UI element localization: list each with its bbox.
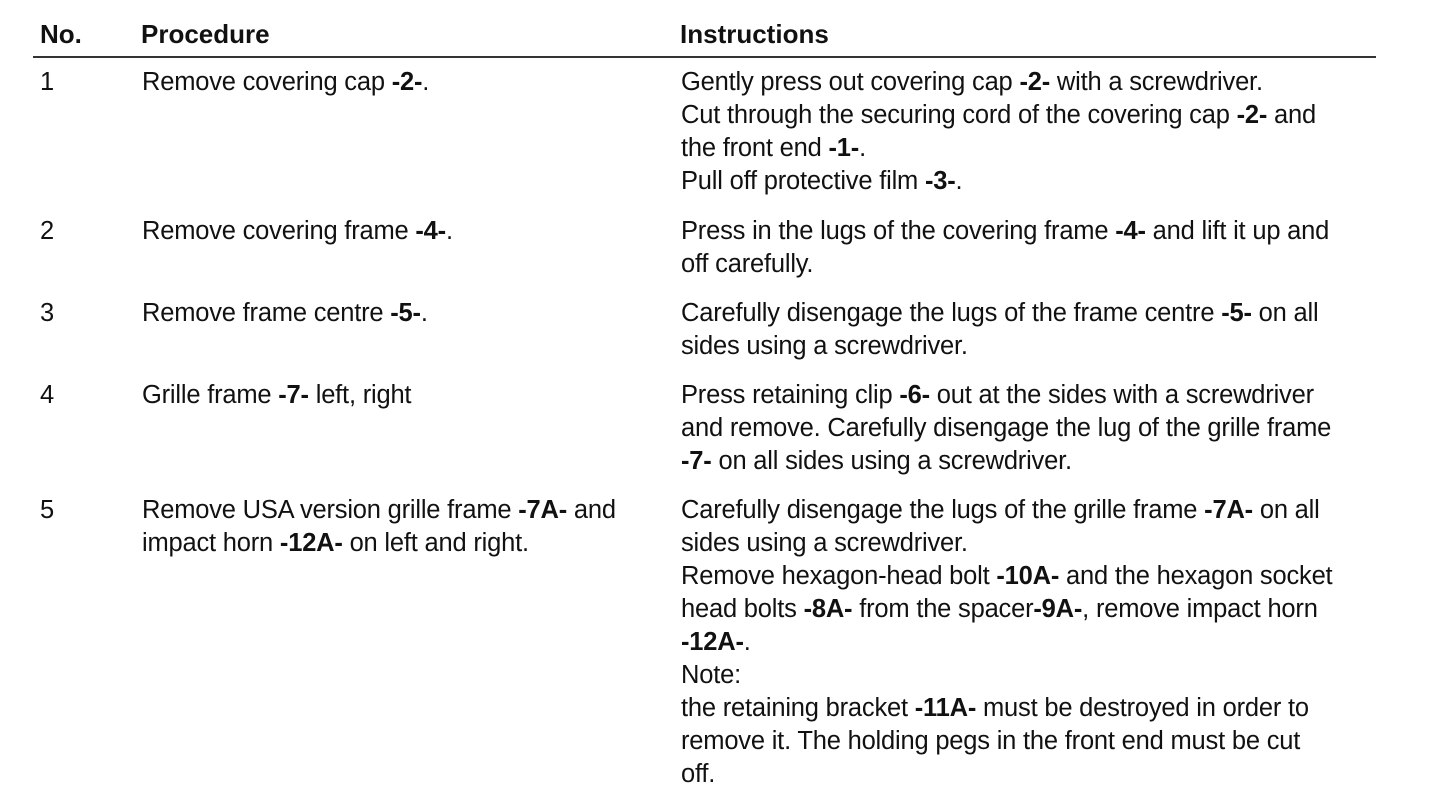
part-reference: -2- (391, 68, 423, 96)
part-reference: -12A- (681, 628, 744, 656)
part-reference: -7A- (518, 496, 568, 524)
text-line (681, 297, 1381, 330)
part-reference: -1- (828, 134, 860, 162)
procedure-text (142, 297, 662, 330)
text-segment: . (445, 217, 453, 245)
text-segment: on left and right. (342, 529, 529, 557)
procedure-text (142, 379, 662, 412)
text-segment: from the spacer (852, 595, 1034, 623)
text-line (681, 659, 1381, 692)
text-line (681, 379, 1381, 412)
text-segment: off. (681, 760, 716, 788)
text-line (681, 692, 1381, 725)
part-reference: -7- (278, 381, 309, 409)
part-reference: -5- (390, 299, 421, 327)
text-line (142, 494, 662, 527)
text-segment: the front end (681, 134, 829, 162)
text-segment: the retaining bracket (681, 694, 915, 722)
part-reference: -7A- (1204, 496, 1253, 524)
text-segment: Remove hexagon-head bolt (681, 562, 997, 590)
part-reference: -8A- (803, 595, 853, 623)
text-line (681, 560, 1381, 593)
text-line (681, 725, 1381, 758)
row-number: 3 (40, 299, 54, 327)
part-reference: -12A- (279, 529, 343, 557)
text-segment: remove it. The holding pegs in the front end must be cut (681, 727, 1301, 755)
part-reference: -4- (415, 217, 446, 245)
text-segment: Pull off protective film (681, 167, 925, 195)
header-no: No. (40, 19, 82, 49)
text-line (142, 297, 662, 330)
part-reference: -11A- (914, 694, 977, 722)
part-reference: -4- (1115, 217, 1146, 245)
part-reference: -10A- (996, 562, 1060, 590)
text-segment: Cut through the securing cord of the covering cap (681, 101, 1237, 129)
part-reference: -6- (899, 381, 930, 409)
text-segment: off carefully. (681, 250, 814, 278)
text-segment: impact horn (142, 529, 280, 557)
header-rule (33, 56, 1376, 58)
text-segment: Press retaining clip (681, 381, 900, 409)
part-reference: -3- (924, 167, 956, 195)
text-line (681, 494, 1381, 527)
row-number: 2 (40, 217, 54, 245)
text-line (681, 165, 1381, 198)
instructions-text (681, 66, 1381, 198)
text-line (681, 132, 1381, 165)
text-segment: , remove impact horn (1082, 595, 1318, 623)
text-line (681, 593, 1381, 626)
text-line (142, 215, 662, 248)
procedure-text (142, 494, 662, 560)
part-reference: -5- (1221, 299, 1252, 327)
procedure-text (142, 66, 662, 99)
part-reference: -2- (1236, 101, 1268, 129)
header-instructions: Instructions (680, 19, 829, 49)
text-segment: sides using a screwdriver. (681, 529, 968, 557)
text-line (681, 626, 1381, 659)
text-segment: Remove frame centre (142, 299, 391, 327)
text-segment: must be destroyed in order to (976, 694, 1309, 722)
text-segment: . (955, 167, 963, 195)
part-reference: -2- (1019, 68, 1051, 96)
text-line (681, 99, 1381, 132)
text-segment: on all sides using a screwdriver. (711, 447, 1072, 475)
instructions-text (681, 215, 1381, 281)
text-segment: Remove USA version grille frame (142, 496, 519, 524)
part-reference: -9A- (1033, 595, 1083, 623)
text-line (681, 330, 1381, 363)
text-segment: Remove covering cap (142, 68, 392, 96)
text-segment: Grille frame (142, 381, 279, 409)
text-segment: on all (1251, 299, 1319, 327)
text-segment: on all (1252, 496, 1320, 524)
text-segment: Carefully disengage the lugs of the frame centre (681, 299, 1222, 327)
text-segment: and (1267, 101, 1317, 129)
text-segment: with a screwdriver. (1050, 68, 1263, 96)
instructions-text (681, 494, 1381, 791)
text-line (681, 66, 1381, 99)
text-line (681, 527, 1381, 560)
text-line (142, 66, 662, 99)
text-segment: . (420, 299, 428, 327)
text-segment: Note: (681, 661, 741, 689)
text-line (681, 758, 1381, 791)
text-segment: and (567, 496, 616, 524)
text-line (681, 445, 1381, 478)
text-segment: . (422, 68, 430, 96)
text-segment: . (743, 628, 751, 656)
text-line (681, 248, 1381, 281)
part-reference: -7- (681, 447, 712, 475)
text-segment: Press in the lugs of the covering frame (681, 217, 1116, 245)
header-procedure: Procedure (141, 19, 270, 49)
text-segment: and lift it up and (1145, 217, 1330, 245)
text-segment: Gently press out covering cap (681, 68, 1020, 96)
text-segment: out at the sides with a screwdriver (929, 381, 1314, 409)
text-segment: Remove covering frame (142, 217, 416, 245)
text-line (142, 379, 662, 412)
text-segment: sides using a screwdriver. (681, 332, 968, 360)
text-segment: and the hexagon socket (1059, 562, 1333, 590)
text-segment: and remove. Carefully disengage the lug of the grille frame (681, 414, 1332, 442)
instructions-text (681, 297, 1381, 363)
text-line (681, 215, 1381, 248)
text-segment: . (859, 134, 866, 162)
text-segment: head bolts (681, 595, 804, 623)
text-line (681, 412, 1381, 445)
text-segment: left, right (308, 381, 412, 409)
row-number: 4 (40, 381, 54, 409)
instructions-text (681, 379, 1381, 478)
text-line (142, 527, 662, 560)
text-segment: Carefully disengage the lugs of the grille frame (681, 496, 1205, 524)
row-number: 1 (40, 68, 54, 96)
row-number: 5 (40, 496, 54, 524)
procedure-text (142, 215, 662, 248)
